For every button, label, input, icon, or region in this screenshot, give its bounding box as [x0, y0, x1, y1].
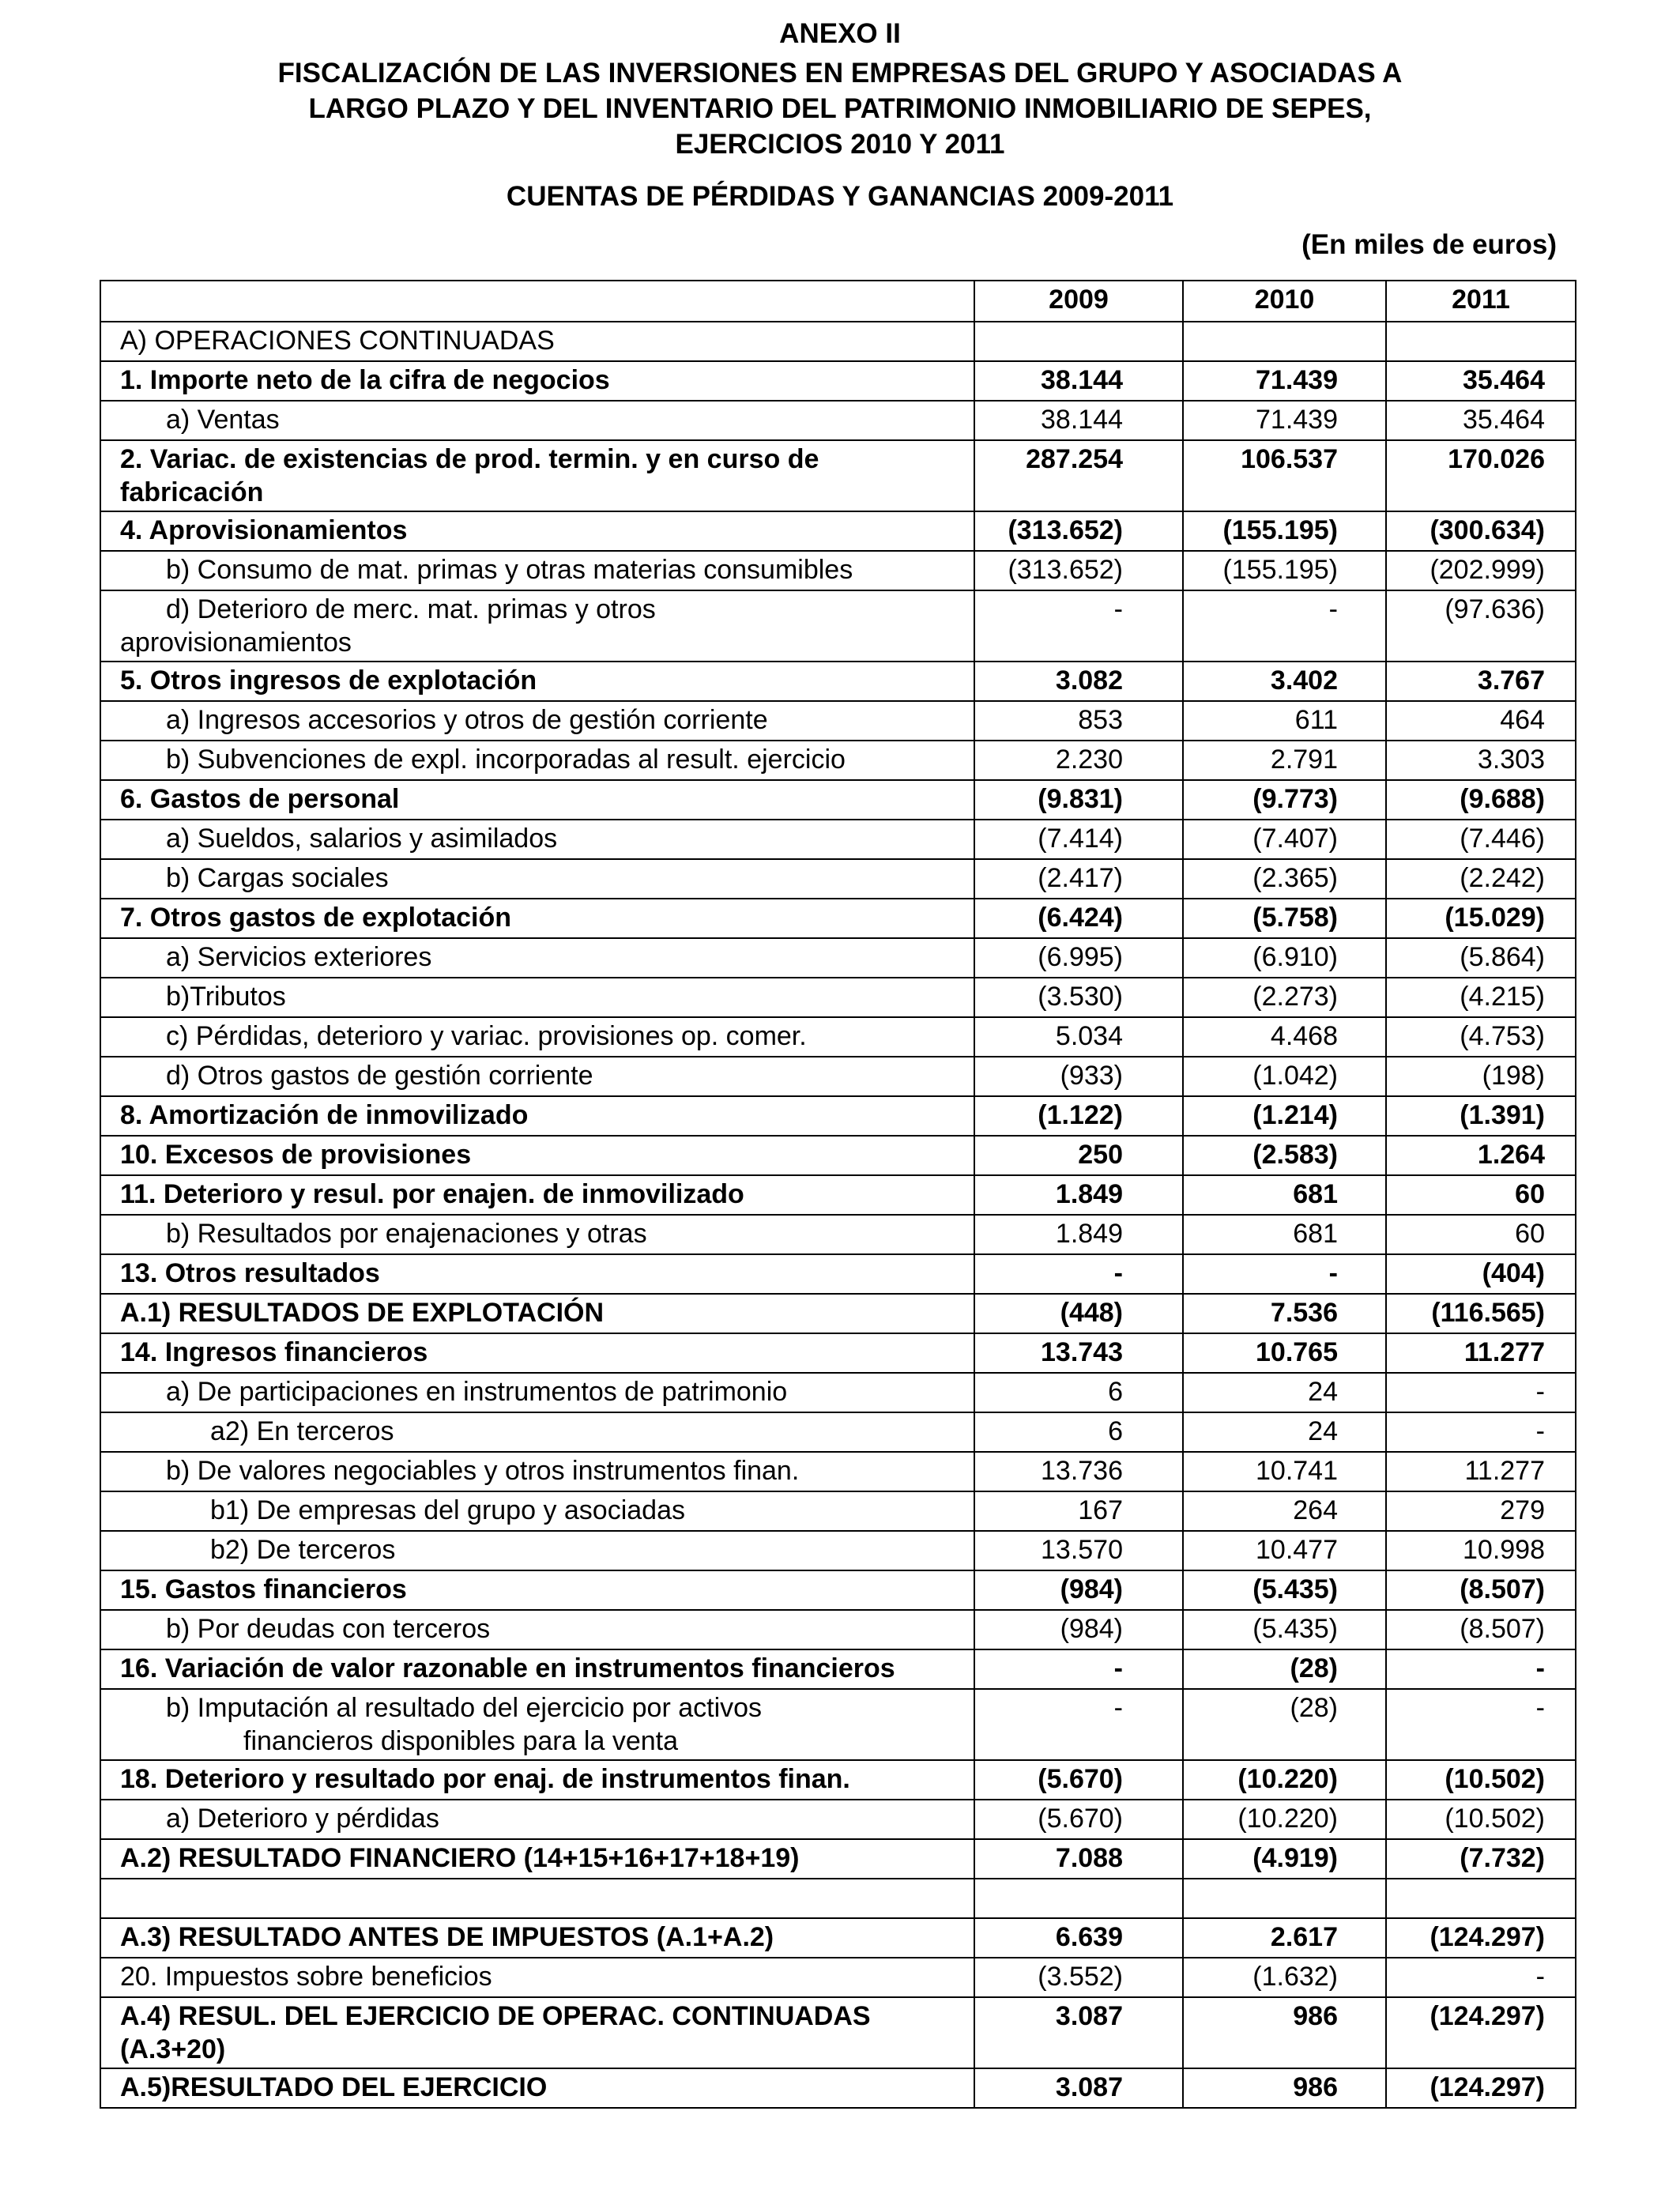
value-2010	[1183, 1879, 1386, 1918]
row-label-text: 16. Variación de valor razonable en instrumentos financieros	[120, 1653, 895, 1683]
table-row	[100, 1958, 1576, 1997]
value-2010: 7.536	[1183, 1294, 1386, 1333]
value-2009: (984)	[974, 1610, 1183, 1649]
value-2011: 1.264	[1386, 1136, 1576, 1175]
table-row	[100, 978, 1576, 1017]
value-2010: 71.439	[1183, 401, 1386, 440]
row-label-text: 20. Impuestos sobre beneficios	[120, 1962, 492, 1992]
row-label	[100, 820, 974, 859]
row-label-text: b) Por deudas con terceros	[166, 1614, 491, 1644]
header-cell-2010: 2010	[1183, 281, 1386, 322]
value-2011: -	[1386, 1412, 1576, 1452]
row-label	[100, 1215, 974, 1254]
value-2011: (97.636)	[1386, 590, 1576, 662]
row-label	[100, 511, 974, 551]
value-2011: 11.277	[1386, 1452, 1576, 1491]
row-label-text: a) De participaciones en instrumentos de patrimonio	[166, 1377, 788, 1407]
value-2011: -	[1386, 1689, 1576, 1760]
value-2011: -	[1386, 1649, 1576, 1689]
value-2009: 167	[974, 1491, 1183, 1531]
value-2009: (313.652)	[974, 511, 1183, 551]
row-label-text: A.3) RESULTADO ANTES DE IMPUESTOS (A.1+A.2)	[120, 1922, 774, 1952]
table-row	[100, 820, 1576, 859]
row-label-text: A.1) RESULTADOS DE EXPLOTACIÓN	[120, 1298, 605, 1328]
table-row	[100, 1839, 1576, 1879]
row-label-text: 18. Deterioro y resultado por enaj. de instrumentos finan.	[120, 1764, 850, 1794]
table-row	[100, 859, 1576, 899]
value-2011: (9.688)	[1386, 780, 1576, 820]
value-2010: 2.791	[1183, 741, 1386, 780]
row-label	[100, 938, 974, 978]
row-label	[100, 780, 974, 820]
value-2010: 10.765	[1183, 1333, 1386, 1373]
row-label-text: a) Sueldos, salarios y asimilados	[166, 824, 558, 854]
value-2011: 35.464	[1386, 361, 1576, 401]
value-2011: -	[1386, 1958, 1576, 1997]
row-label	[100, 1918, 974, 1958]
value-2010: -	[1183, 590, 1386, 662]
table-row	[100, 1570, 1576, 1610]
document-title-line-3: EJERCICIOS 2010 Y 2011	[675, 129, 1005, 160]
value-2011: 35.464	[1386, 401, 1576, 440]
table-row	[100, 1879, 1576, 1918]
row-label-text: b) Resultados por enajenaciones y otras	[166, 1219, 647, 1249]
row-label	[100, 1412, 974, 1452]
value-2010: (6.910)	[1183, 938, 1386, 978]
value-2009	[974, 1879, 1183, 1918]
document-title-line-2: LARGO PLAZO Y DEL INVENTARIO DEL PATRIMONIO INMOBILIARIO DE SEPES,	[308, 93, 1372, 124]
table-row	[100, 1689, 1576, 1760]
table-row	[100, 938, 1576, 978]
value-2011: 464	[1386, 701, 1576, 741]
row-label-text: b)Tributos	[166, 982, 286, 1012]
row-label	[100, 899, 974, 938]
row-label-text: 1. Importe neto de la cifra de negocios	[120, 365, 610, 395]
row-label	[100, 2068, 974, 2108]
row-label-text: 5. Otros ingresos de explotación	[120, 665, 537, 696]
value-2009: (6.424)	[974, 899, 1183, 938]
value-2011: 10.998	[1386, 1531, 1576, 1570]
table-row	[100, 1215, 1576, 1254]
value-2009: 3.087	[974, 2068, 1183, 2108]
value-2009: (9.831)	[974, 780, 1183, 820]
value-2011: (1.391)	[1386, 1096, 1576, 1136]
row-label	[100, 1760, 974, 1800]
value-2011: (4.215)	[1386, 978, 1576, 1017]
value-2010: (9.773)	[1183, 780, 1386, 820]
row-label-text: d) Otros gastos de gestión corriente	[166, 1061, 593, 1091]
value-2009: (2.417)	[974, 859, 1183, 899]
document-title-line-1: FISCALIZACIÓN DE LAS INVERSIONES EN EMPRESAS DEL GRUPO Y ASOCIADAS A	[277, 58, 1403, 89]
value-2011: (8.507)	[1386, 1610, 1576, 1649]
table-row	[100, 1760, 1576, 1800]
row-label-text: 13. Otros resultados	[120, 1258, 380, 1288]
row-label-text: b) Consumo de mat. primas y otras materias consumibles	[166, 555, 853, 585]
row-label	[100, 1373, 974, 1412]
table-row	[100, 1412, 1576, 1452]
value-2011: -	[1386, 1373, 1576, 1412]
table-row	[100, 1649, 1576, 1689]
value-2011: (198)	[1386, 1057, 1576, 1096]
row-label	[100, 1254, 974, 1294]
value-2011: (15.029)	[1386, 899, 1576, 938]
value-2009: (933)	[974, 1057, 1183, 1096]
value-2009: (313.652)	[974, 551, 1183, 590]
row-label	[100, 1017, 974, 1057]
table-row	[100, 590, 1576, 662]
row-label-text: d) Deterioro de merc. mat. primas y otros	[166, 594, 656, 624]
table-row	[100, 1918, 1576, 1958]
table-row	[100, 1800, 1576, 1839]
table-row	[100, 440, 1576, 511]
row-label	[100, 701, 974, 741]
value-2010: -	[1183, 1254, 1386, 1294]
value-2010: 4.468	[1183, 1017, 1386, 1057]
row-label-text: b) Imputación al resultado del ejercicio por activos	[166, 1693, 763, 1723]
row-label	[100, 440, 974, 511]
row-label-text: A.4) RESUL. DEL EJERCICIO DE OPERAC. CONTINUADAS (A.3+20)	[120, 2001, 871, 2064]
value-2009: 3.087	[974, 1997, 1183, 2068]
value-2010: (2.365)	[1183, 859, 1386, 899]
value-2010: 24	[1183, 1412, 1386, 1452]
row-label-continuation: financieros disponibles para la venta	[243, 1726, 679, 1756]
value-2009: (5.670)	[974, 1760, 1183, 1800]
table-row	[100, 1531, 1576, 1570]
profit-loss-table	[100, 280, 1576, 2109]
row-label	[100, 978, 974, 1017]
value-2011: 170.026	[1386, 440, 1576, 511]
row-label	[100, 859, 974, 899]
value-2009: (3.530)	[974, 978, 1183, 1017]
value-2010: 986	[1183, 2068, 1386, 2108]
row-label-text: a) Servicios exteriores	[166, 942, 432, 972]
header-cell-2009: 2009	[974, 281, 1183, 322]
table-row	[100, 1491, 1576, 1531]
value-2011	[1386, 322, 1576, 361]
value-2010: 681	[1183, 1215, 1386, 1254]
value-2009: 5.034	[974, 1017, 1183, 1057]
header-cell-2011: 2011	[1386, 281, 1576, 322]
value-2009: -	[974, 590, 1183, 662]
value-2010: 24	[1183, 1373, 1386, 1412]
value-2010: 986	[1183, 1997, 1386, 2068]
value-2011: (4.753)	[1386, 1017, 1576, 1057]
row-label-text: 8. Amortización de inmovilizado	[120, 1100, 529, 1130]
value-2009: (448)	[974, 1294, 1183, 1333]
value-2010: (7.407)	[1183, 820, 1386, 859]
row-label-text: a2) En terceros	[210, 1416, 394, 1446]
table-row	[100, 741, 1576, 780]
value-2009: (1.122)	[974, 1096, 1183, 1136]
row-label-text: 7. Otros gastos de explotación	[120, 903, 512, 933]
row-label-text: A) OPERACIONES CONTINUADAS	[120, 326, 555, 356]
value-2011: 279	[1386, 1491, 1576, 1531]
table-row	[100, 511, 1576, 551]
value-2009: -	[974, 1649, 1183, 1689]
table-row	[100, 322, 1576, 361]
table-row	[100, 1997, 1576, 2068]
row-label	[100, 1800, 974, 1839]
value-2010	[1183, 322, 1386, 361]
value-2009: 853	[974, 701, 1183, 741]
value-2009: 287.254	[974, 440, 1183, 511]
value-2009: 38.144	[974, 401, 1183, 440]
row-label-text: a) Deterioro y pérdidas	[166, 1804, 439, 1834]
row-label	[100, 1294, 974, 1333]
row-label	[100, 1879, 974, 1918]
row-label-text: 4. Aprovisionamientos	[120, 515, 408, 545]
row-label-text: 6. Gastos de personal	[120, 784, 400, 814]
value-2011: (124.297)	[1386, 1997, 1576, 2068]
row-label	[100, 1096, 974, 1136]
value-2009: 1.849	[974, 1175, 1183, 1215]
annex-label: ANEXO II	[779, 18, 901, 49]
value-2009: 3.082	[974, 662, 1183, 701]
table-row	[100, 551, 1576, 590]
value-2010: 71.439	[1183, 361, 1386, 401]
value-2009: 1.849	[974, 1215, 1183, 1254]
value-2011: 11.277	[1386, 1333, 1576, 1373]
value-2011: (7.446)	[1386, 820, 1576, 859]
row-label	[100, 1452, 974, 1491]
value-2010: 2.617	[1183, 1918, 1386, 1958]
value-2011: (2.242)	[1386, 859, 1576, 899]
value-2010: (5.435)	[1183, 1570, 1386, 1610]
value-2011: 3.303	[1386, 741, 1576, 780]
value-2009: 38.144	[974, 361, 1183, 401]
table-title: CUENTAS DE PÉRDIDAS Y GANANCIAS 2009-2011	[506, 181, 1174, 212]
table-row	[100, 1610, 1576, 1649]
row-label	[100, 1491, 974, 1531]
value-2011: 3.767	[1386, 662, 1576, 701]
value-2009: (7.414)	[974, 820, 1183, 859]
value-2009: 6.639	[974, 1918, 1183, 1958]
value-2009: -	[974, 1689, 1183, 1760]
value-2010: (5.758)	[1183, 899, 1386, 938]
row-label-text: c) Pérdidas, deterioro y variac. provisiones op. comer.	[166, 1021, 807, 1051]
value-2010: (5.435)	[1183, 1610, 1386, 1649]
value-2011: (124.297)	[1386, 2068, 1576, 2108]
table-row	[100, 401, 1576, 440]
table-row	[100, 1057, 1576, 1096]
value-2010: 611	[1183, 701, 1386, 741]
value-2011: (10.502)	[1386, 1760, 1576, 1800]
value-2011: (8.507)	[1386, 1570, 1576, 1610]
value-2010: (1.042)	[1183, 1057, 1386, 1096]
table-row	[100, 1294, 1576, 1333]
row-label	[100, 1175, 974, 1215]
value-2011: (300.634)	[1386, 511, 1576, 551]
row-label	[100, 1136, 974, 1175]
row-label	[100, 551, 974, 590]
row-label	[100, 590, 974, 662]
row-label	[100, 1689, 974, 1760]
value-2011: (404)	[1386, 1254, 1576, 1294]
value-2010: 681	[1183, 1175, 1386, 1215]
value-2010: (4.919)	[1183, 1839, 1386, 1879]
value-2010: 264	[1183, 1491, 1386, 1531]
value-2011: (7.732)	[1386, 1839, 1576, 1879]
row-label-text: b) De valores negociables y otros instrumentos finan.	[166, 1456, 800, 1486]
table-row	[100, 1254, 1576, 1294]
row-label	[100, 1839, 974, 1879]
value-2011: (116.565)	[1386, 1294, 1576, 1333]
value-2010: (2.273)	[1183, 978, 1386, 1017]
table-body	[100, 322, 1576, 2108]
value-2009: 13.736	[974, 1452, 1183, 1491]
value-2010: (1.214)	[1183, 1096, 1386, 1136]
row-label	[100, 741, 974, 780]
table-row	[100, 780, 1576, 820]
row-label	[100, 1997, 974, 2068]
value-2011: 60	[1386, 1215, 1576, 1254]
row-label-text: 14. Ingresos financieros	[120, 1337, 428, 1367]
row-label	[100, 1649, 974, 1689]
table-row	[100, 1096, 1576, 1136]
row-label-text: 15. Gastos financieros	[120, 1574, 407, 1604]
row-label	[100, 1958, 974, 1997]
row-label	[100, 322, 974, 361]
value-2009: 13.743	[974, 1333, 1183, 1373]
table-row	[100, 1333, 1576, 1373]
value-2010: 106.537	[1183, 440, 1386, 511]
value-2010: (155.195)	[1183, 551, 1386, 590]
value-2010: 3.402	[1183, 662, 1386, 701]
row-label-text: a) Ingresos accesorios y otros de gestión corriente	[166, 705, 768, 735]
table-row	[100, 899, 1576, 938]
table-row	[100, 1136, 1576, 1175]
value-2009: 6	[974, 1373, 1183, 1412]
value-2009: (6.995)	[974, 938, 1183, 978]
table-row	[100, 701, 1576, 741]
row-label	[100, 1570, 974, 1610]
value-2011: (5.864)	[1386, 938, 1576, 978]
row-label	[100, 361, 974, 401]
value-2010: 10.741	[1183, 1452, 1386, 1491]
row-label-text: 11. Deterioro y resul. por enajen. de inmovilizado	[120, 1179, 744, 1209]
value-2011: (202.999)	[1386, 551, 1576, 590]
value-2010: (1.632)	[1183, 1958, 1386, 1997]
row-label-continuation: aprovisionamientos	[120, 628, 352, 658]
row-label-text: A.2) RESULTADO FINANCIERO (14+15+16+17+18+19)	[120, 1843, 800, 1873]
row-label	[100, 1531, 974, 1570]
table-row	[100, 1373, 1576, 1412]
row-label	[100, 1057, 974, 1096]
value-2010: (2.583)	[1183, 1136, 1386, 1175]
row-label-text: 2. Variac. de existencias de prod. termin. y en curso de fabricación	[120, 444, 819, 507]
value-2010: (155.195)	[1183, 511, 1386, 551]
row-label-text: b2) De terceros	[210, 1535, 396, 1565]
header-cell-concept	[100, 281, 974, 322]
value-2009: 2.230	[974, 741, 1183, 780]
row-label	[100, 1333, 974, 1373]
units-note: (En miles de euros)	[1301, 229, 1557, 260]
value-2009: 7.088	[974, 1839, 1183, 1879]
table-row	[100, 662, 1576, 701]
table-row	[100, 361, 1576, 401]
table-row	[100, 1175, 1576, 1215]
value-2009: 6	[974, 1412, 1183, 1452]
table-header-row	[100, 281, 1576, 322]
row-label-text: 10. Excesos de provisiones	[120, 1140, 472, 1170]
row-label-text: b) Cargas sociales	[166, 863, 389, 893]
row-label	[100, 401, 974, 440]
value-2009	[974, 322, 1183, 361]
value-2009: 250	[974, 1136, 1183, 1175]
value-2011: 60	[1386, 1175, 1576, 1215]
value-2009: -	[974, 1254, 1183, 1294]
value-2009: (5.670)	[974, 1800, 1183, 1839]
row-label	[100, 1610, 974, 1649]
value-2011: (10.502)	[1386, 1800, 1576, 1839]
value-2009: (3.552)	[974, 1958, 1183, 1997]
table-row	[100, 1452, 1576, 1491]
value-2009: (984)	[974, 1570, 1183, 1610]
value-2010: (28)	[1183, 1689, 1386, 1760]
row-label-text: a) Ventas	[166, 405, 280, 435]
value-2011: (124.297)	[1386, 1918, 1576, 1958]
table-row	[100, 1017, 1576, 1057]
value-2010: 10.477	[1183, 1531, 1386, 1570]
value-2010: (28)	[1183, 1649, 1386, 1689]
value-2011	[1386, 1879, 1576, 1918]
value-2009: 13.570	[974, 1531, 1183, 1570]
row-label-text: b) Subvenciones de expl. incorporadas al result. ejercicio	[166, 745, 846, 775]
table-row	[100, 2068, 1576, 2108]
row-label-text: A.5)RESULTADO DEL EJERCICIO	[120, 2072, 548, 2102]
row-label-text: b1) De empresas del grupo y asociadas	[210, 1495, 685, 1525]
value-2010: (10.220)	[1183, 1760, 1386, 1800]
row-label	[100, 662, 974, 701]
value-2010: (10.220)	[1183, 1800, 1386, 1839]
